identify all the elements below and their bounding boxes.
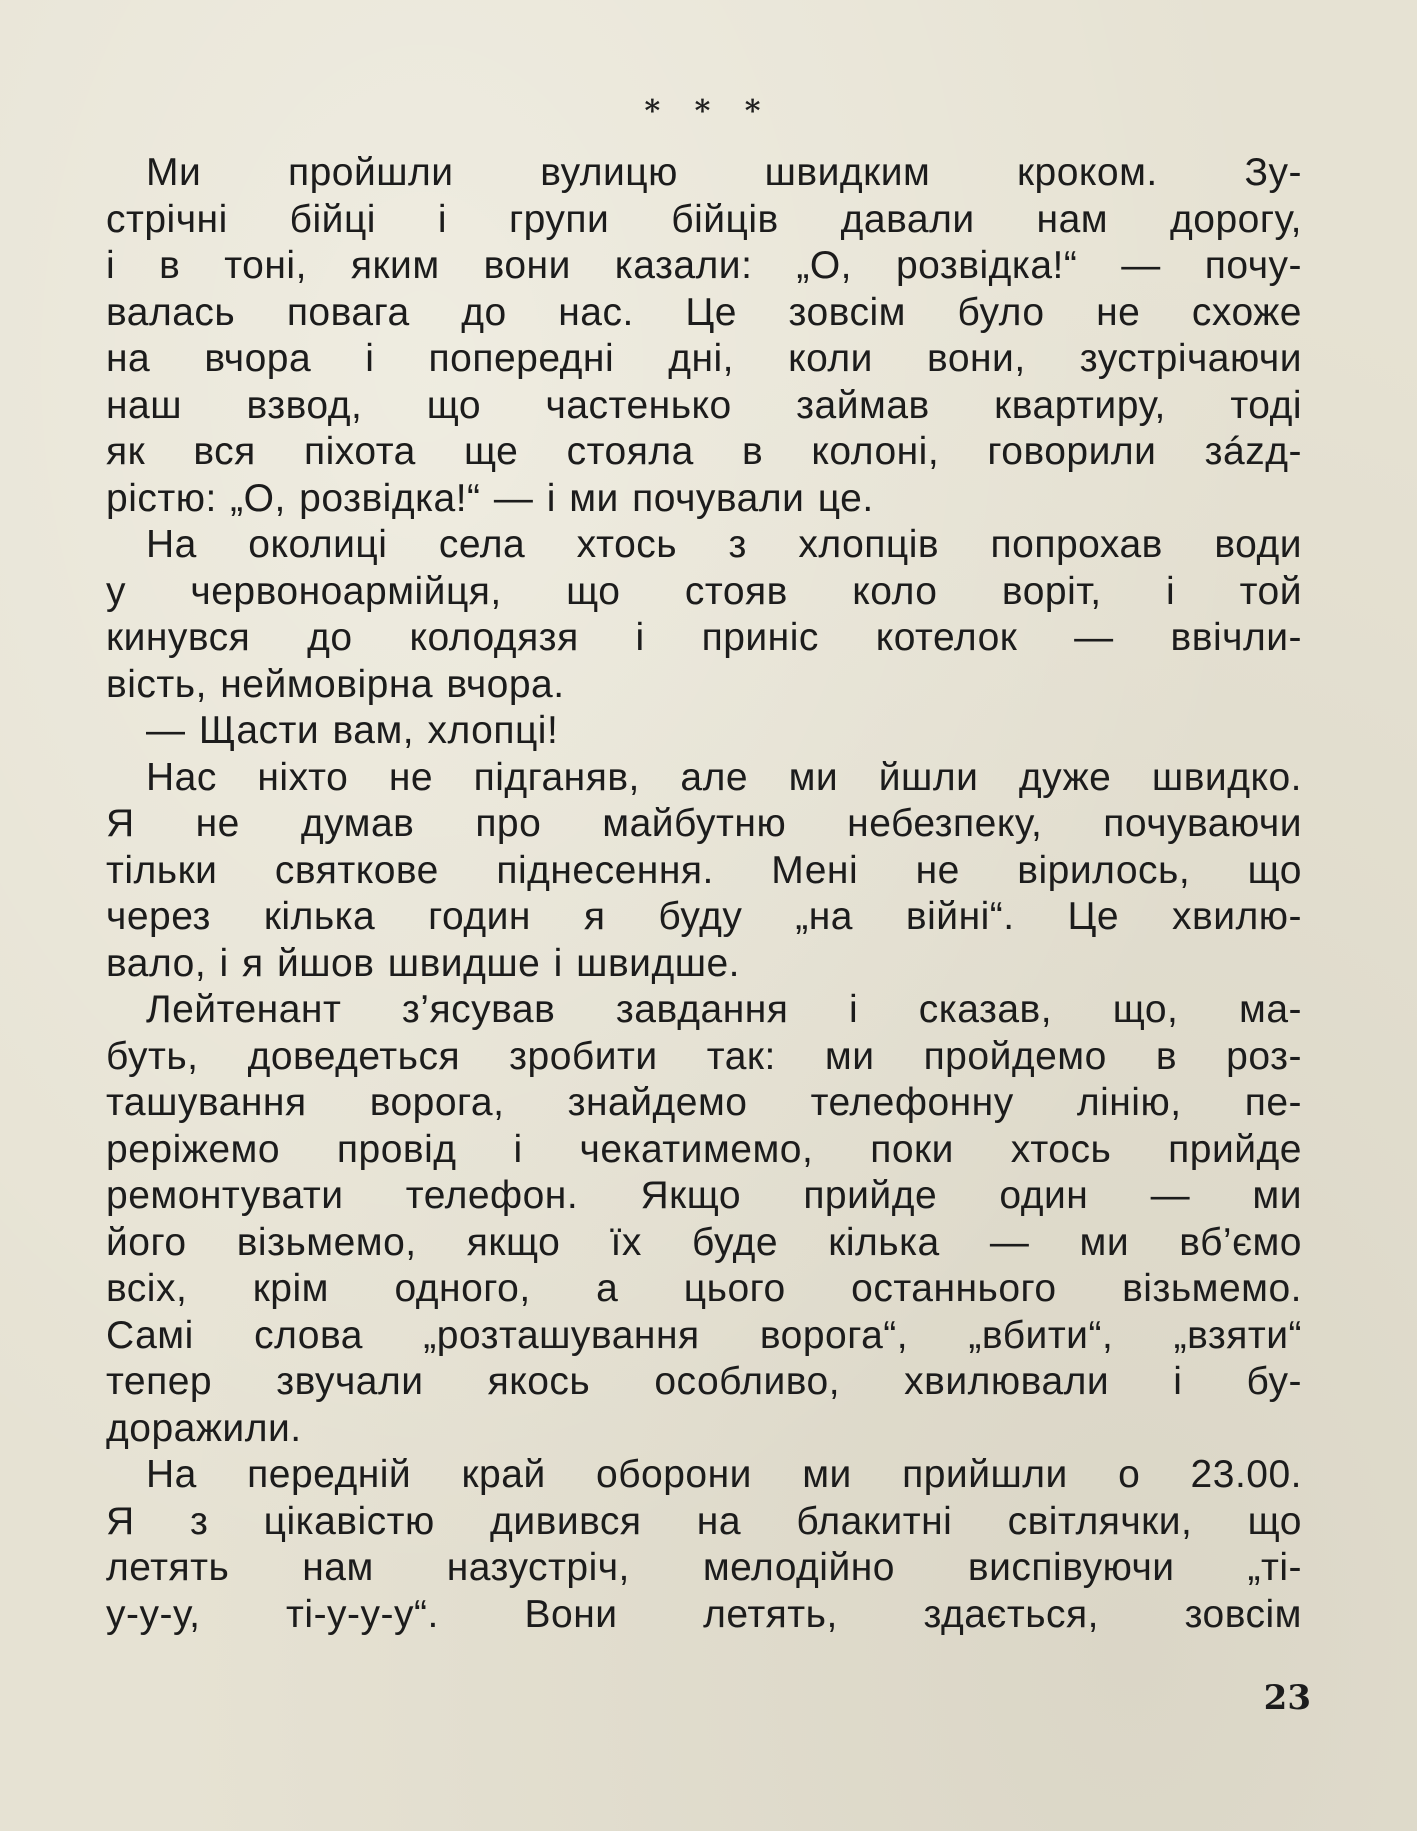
text-line: Лейтенант з’ясував завдання і сказав, що, ма- bbox=[146, 988, 1302, 1031]
text-line: Ми пройшли вулицю швидким кроком. Зу- bbox=[146, 151, 1302, 194]
text-line: його візьмемо, якщо їх буде кілька — ми вб’ємо bbox=[106, 1220, 1302, 1264]
text-line: тільки святкове піднесення. Мені не вірилось, що bbox=[106, 848, 1302, 892]
text-line: і в тоні, яким вони казали: „О, розвідка!“ — почу- bbox=[106, 244, 1302, 287]
text-line: у-у-у, ті-у-у-у“. Вони летять, здається, зовсім bbox=[106, 1592, 1302, 1636]
text-line: Нас ніхто не підганяв, але ми йшли дуже швидко. bbox=[146, 755, 1302, 799]
text-line: Самі слова „розташування ворога“, „вбити“, „взяти“ bbox=[106, 1313, 1302, 1357]
text-line: рістю: „О, розвідка!“ — і ми почували це. bbox=[106, 476, 874, 520]
text-line: реріжемо провід і чекатимемо, поки хтось прийде bbox=[106, 1127, 1302, 1171]
text-line: вало, і я йшов швидше і швидше. bbox=[106, 941, 741, 985]
text-line: на вчора і попередні дні, коли вони, зустрічаючи bbox=[106, 337, 1302, 380]
text-line: ташування ворога, знайдемо телефонну лінію, пе- bbox=[106, 1081, 1302, 1124]
text-line: через кілька годин я буду „на війні“. Це хвилю- bbox=[106, 895, 1302, 938]
paragraph-4 bbox=[66, 755, 1302, 988]
body-text bbox=[66, 150, 1302, 1638]
text-line: вість, неймовірна вчора. bbox=[106, 662, 565, 706]
text-line: На околиці села хтось з хлопців попрохав води bbox=[146, 523, 1302, 566]
paragraph-2 bbox=[66, 522, 1302, 708]
text-line: Я з цікавістю дивився на блакитні світлячки, що bbox=[106, 1499, 1302, 1543]
text-line: доражили. bbox=[106, 1406, 302, 1450]
paragraph-1 bbox=[66, 150, 1302, 522]
paragraph-6 bbox=[66, 1452, 1302, 1638]
text-line: буть, доведеться зробити так: ми пройдемо в роз- bbox=[106, 1034, 1302, 1078]
text-line: валась повага до нас. Це зовсім було не схоже bbox=[106, 290, 1302, 334]
text-line: як вся піхота ще стояла в колоні, говорили зázд- bbox=[106, 430, 1302, 473]
page-number: 23 bbox=[1263, 1678, 1311, 1718]
text-line: — Щасти вам, хлопці! bbox=[146, 709, 559, 752]
text-line: наш взвод, що частенько займав квартиру, тоді bbox=[106, 383, 1302, 427]
text-line: летять нам назустріч, мелодійно виспівуючи „ті- bbox=[106, 1546, 1302, 1589]
text-line: На передній край оборони ми прийшли о 23.00. bbox=[146, 1453, 1302, 1496]
paragraph-5 bbox=[66, 987, 1302, 1452]
text-line: Я не думав про майбутню небезпеку, почуваючи bbox=[106, 802, 1302, 845]
text-line: всіх, крім одного, а цього останнього візьмемо. bbox=[106, 1267, 1302, 1310]
text-line: тепер звучали якось особливо, хвилювали і бу- bbox=[106, 1360, 1302, 1403]
section-separator: * * * bbox=[644, 94, 773, 129]
text-line: у червоноармійця, що стояв коло воріт, і той bbox=[106, 569, 1302, 613]
text-line: кинувся до колодязя і приніс котелок — ввічли- bbox=[106, 616, 1302, 659]
paragraph-3 bbox=[66, 708, 1302, 755]
text-line: ремонтувати телефон. Якщо прийде один — ми bbox=[106, 1174, 1302, 1217]
text-line: стрічні бійці і групи бійців давали нам дорогу, bbox=[106, 197, 1302, 241]
